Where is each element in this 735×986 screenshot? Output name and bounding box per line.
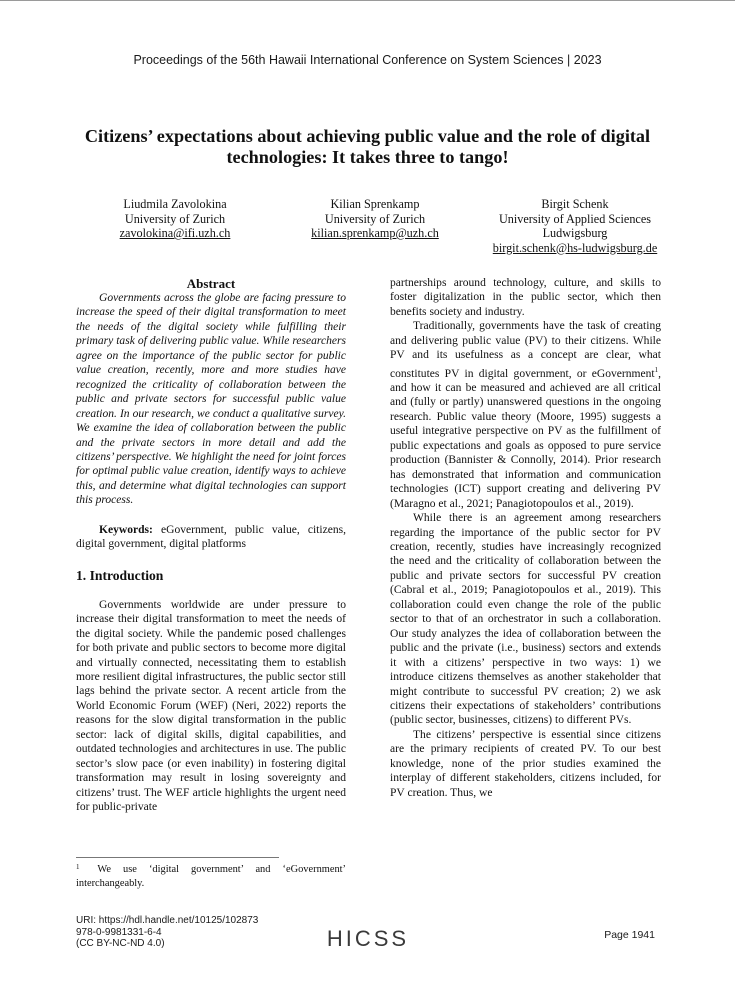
publication-info [76,915,258,950]
proceedings-header: Proceedings of the 56th Hawaii International Conference on System Sciences | 2023 [133,53,602,67]
footnote-text: We use ‘digital government’ and ‘eGovernment’ interchangeably. [76,864,346,889]
author-email-link[interactable]: kilian.sprenkamp@uzh.ch [311,226,439,240]
keywords-label: Keywords: [99,523,153,536]
right-column [390,276,661,800]
intro-paragraph-2 [390,319,661,511]
footnote-rule [76,857,279,858]
paper-title: Citizens’ expectations about achieving public value and the role of digital technologies: It takes three to tango! [84,126,651,167]
intro-paragraph-continued: partnerships around technology, culture, and skills to foster digitalization in the public sector, which then benefits society and industry. [390,277,661,318]
author-affiliation-line2: Ludwigsburg [542,226,608,240]
intro-paragraph-4: The citizens’ perspective is essential since citizens are the primary recipients of created PV. To our best knowledge, none of the prior studies examined the interplay of different stakeholders, citizens included, for PV creation. Thus, we [390,728,661,799]
author-affiliation: University of Zurich [324,211,426,226]
section-heading-introduction: 1. Introduction [76,567,164,583]
license-text: (CC BY-NC-ND 4.0) [76,938,165,949]
author-affiliation: University of Applied Sciences [499,211,651,226]
author-name: Birgit Schenk [541,197,609,211]
abstract-body: Governments across the globe are facing pressure to increase the speed of their digital transformation to meet the needs of the digital society while fulfilling their primary task of delivering public value. While researchers agree on the importance of the public sector for public value creation, recently, more and more studies have recognized the criticality of collaboration between the public and private sectors for successful public value creation. In our research, we conduct a qualitative survey. We examine the idea of collaboration between the public and the private sectors in more detail and add the citizens’ perspective. We highlight the need for joint forces for optimal public value creation, identify ways to achieve this, and determine what digital technologies can support this process. [76,292,346,507]
paragraph-text: Traditionally, governments have the task of creating and delivering public value (PV) to their citizens. While PV and its usefulness as a concept are clear, what constitutes PV in digital government, or eGovernment [390,320,661,380]
keywords-text: eGovernment, public value, citizens, digital government, digital platforms [76,523,346,551]
author-2 [295,197,455,241]
hicss-logo: HICSS [326,926,410,951]
author-affiliation: University of Zurich [124,211,226,226]
author-email-link[interactable]: birgit.schenk@hs-ludwigsburg.de [492,240,658,255]
isbn-text: 978-0-9981331-6-4 [76,926,162,938]
author-1 [95,197,255,241]
author-3 [485,197,665,255]
abstract-heading: Abstract [186,276,236,291]
intro-paragraph-3: While there is an agreement among researchers regarding the importance of the public sector for PV creation, recently, studies have increasingly recognized the need and the criticality of collaboration between the public and private sectors for successful PV creation (Cabral et al., 2019; Panagiotopoulos et al., 2019). This collaboration could even change the role of the public sector to that of an orchestrator in such a collaboration. Our study analyzes the idea of collaboration between the public and the private (i.e., business) sectors and extends it with a citizens’ perspective in two ways: 1) we introduce citizens themselves as another stakeholder that might contribute to successful PV creation; 2) we ask citizens their expectations of stakeholders’ contributions (public sector, businesses, citizens) to different PVs. [390,512,661,727]
paragraph-text: , and how it can be measured and achieved are all critical and (fully or partly) unanswered questions in the ongoing research. Public value theory (Moore, 1995) suggests a useful integrative perspective on PV as the fulfillment of public expectations and goals as opposed to pure service production (Bannister & Connolly, 2014). Prior research has demonstrated that information and communication technologies (ICT) support creating and delivering PV (Maragno et al., 2021; Panagiotopoulos et al., 2019). [390,367,661,510]
footnote-mark: 1 [76,863,80,871]
author-email-link[interactable]: zavolokina@ifi.uzh.ch [119,226,231,240]
author-name: Liudmila Zavolokina [123,197,227,211]
footnote-ref[interactable]: 1 [654,365,659,374]
left-column [76,276,346,815]
keywords [76,523,346,552]
top-rule [0,0,735,1]
footnote [76,863,346,891]
page-number: Page 1941 [604,929,655,941]
intro-paragraph-1: Governments worldwide are under pressure to increase their digital transformation to meet the needs of the digital society. While the pandemic posed challenges for both private and public sectors to become more digital and virtually connected, necessitating them to establish more resilient digital infrastructures, the public sector still lags behind the private sector. A recent article from the World Economic Forum (WEF) (Neri, 2022) reports the reasons for the slow digital transformation in the public sector: lack of digital skills, digital capabilities, and outdated technologies and architectures in use. The public sector’s slow pace (or even inability) in fostering digital transformation may result in losing sovereignty and citizens’ trust. The WEF article highlights the urgent need for public-private [76,598,346,814]
uri-text: URI: https://hdl.handle.net/10125/102873 [76,915,259,926]
author-name: Kilian Sprenkamp [330,197,420,211]
